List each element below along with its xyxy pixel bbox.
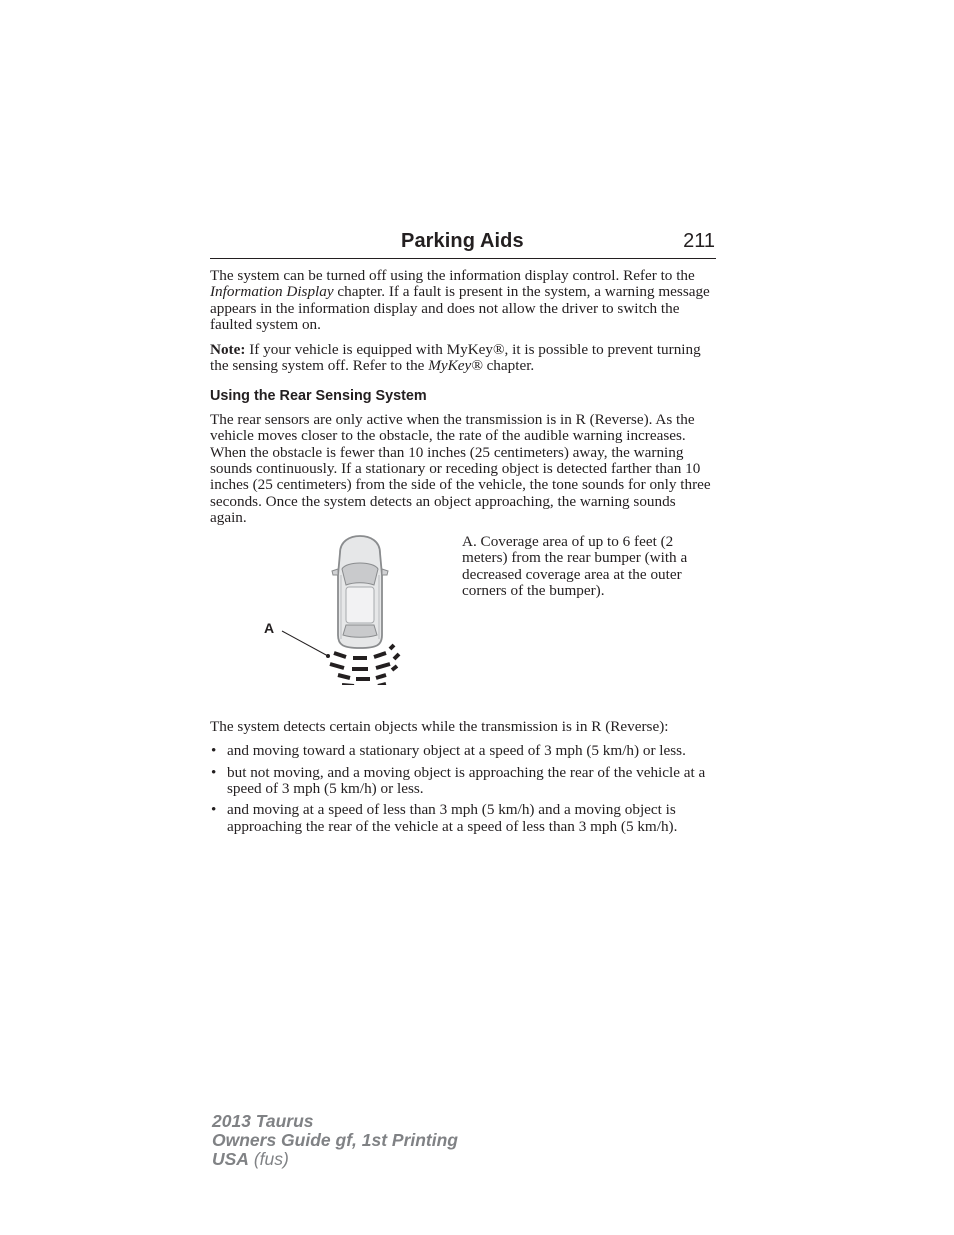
car-roof bbox=[346, 587, 374, 623]
detects-list bbox=[210, 743, 716, 835]
footer-region bbox=[212, 1150, 458, 1169]
note-text-b: chapter. bbox=[482, 357, 535, 375]
page-footer bbox=[212, 1112, 458, 1169]
footer-region-bold: USA bbox=[212, 1149, 249, 1169]
note-paragraph bbox=[210, 342, 716, 375]
car-rear-window bbox=[343, 625, 377, 637]
page-number: 211 bbox=[683, 230, 715, 252]
figure-row bbox=[210, 532, 716, 707]
detects-intro: The system detects certain objects while the transmission is in R (Reverse): bbox=[210, 717, 669, 735]
list-item bbox=[210, 802, 716, 835]
car-windshield bbox=[342, 563, 378, 585]
bullet: • bbox=[211, 742, 217, 760]
list-item bbox=[210, 765, 716, 798]
list-item-text: but not moving, and a moving object is approaching the rear of the vehicle at a speed of 3 mph (5 km/h) or less. bbox=[227, 763, 706, 797]
footer-region-code: (fus) bbox=[248, 1149, 289, 1169]
footer-model: 2013 Taurus bbox=[212, 1111, 314, 1131]
figure-caption: A. Coverage area of up to 6 feet (2 meters) from the rear bumper (with a decreased coverage area at the outer corners of the bumper). bbox=[462, 532, 688, 599]
information-display-reference: Information Display bbox=[210, 283, 334, 301]
section-heading: Using the Rear Sensing System bbox=[210, 388, 427, 405]
label-a: A bbox=[264, 619, 275, 636]
bullet: • bbox=[211, 801, 217, 819]
page-content bbox=[210, 268, 716, 840]
coverage-arc-row-4 bbox=[342, 684, 386, 685]
list-item-text: and moving toward a stationary object at a speed of 3 mph (5 km/h) or less. bbox=[227, 742, 686, 760]
label-a-leader-dot bbox=[326, 654, 330, 658]
mykey-reference: MyKey® bbox=[428, 357, 483, 375]
label-a-leader-line bbox=[282, 631, 328, 656]
list-item bbox=[210, 743, 716, 759]
footer-guide: Owners Guide gf, 1st Printing bbox=[212, 1130, 458, 1150]
coverage-area-arcs bbox=[330, 645, 399, 685]
list-item-text: and moving at a speed of less than 3 mph (5 km/h) and a moving object is approaching the rear of the vehicle at a speed of less than 3 mph (5 km/h). bbox=[227, 801, 678, 835]
note-text-a: If your vehicle is equipped with MyKey®, it is possible to prevent turning the sensing system off. Refer to the bbox=[210, 340, 701, 375]
page-header bbox=[210, 228, 716, 259]
car-mirror-left bbox=[332, 569, 338, 575]
paragraph-1-text-a: The system can be turned off using the information display control. Refer to the bbox=[210, 267, 695, 284]
rear-sensing-diagram bbox=[258, 535, 448, 685]
note-label: Note: bbox=[210, 340, 246, 358]
rear-sensor-paragraph: The rear sensors are only active when the transmission is in R (Reverse). As the vehicle moves closer to the obstacle, the rate of the audible warning increases. When the obstacle is fewer than 10 inches (25 centimeters) away, the warning sounds continuously. If a stationary or receding object is detected farther than 10 inches (25 centimeters) from the side of the vehicle, the tone sounds for only three seconds. Once the system detects an object approaching, the warning sounds again. bbox=[210, 410, 711, 527]
paragraph-1-text-b: chapter. If a fault is present in the system, a warning message appears in the information display and does not allow the driver to switch the faulted system on. bbox=[210, 283, 710, 334]
chapter-title: Parking Aids bbox=[401, 230, 524, 252]
paragraph-turn-off bbox=[210, 268, 716, 334]
car-mirror-right bbox=[382, 569, 388, 575]
bullet: • bbox=[211, 763, 217, 781]
